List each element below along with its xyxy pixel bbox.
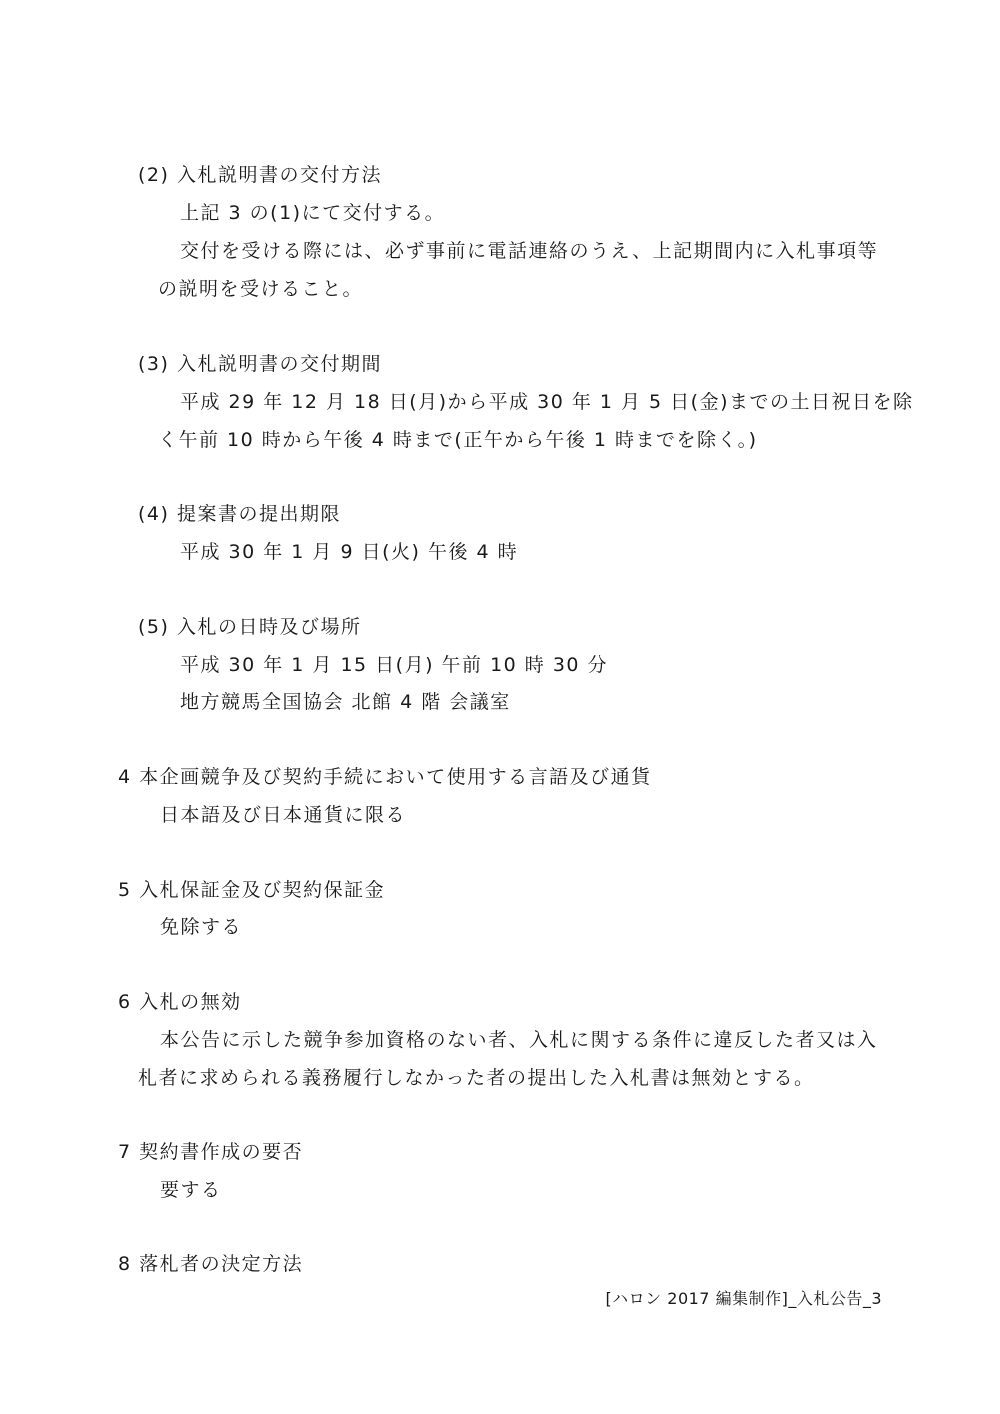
section-4-line-1: 日本語及び日本通貨に限る (160, 804, 407, 826)
section-7-heading: 7 契約書作成の要否 (118, 1141, 304, 1163)
section-3-2-line-1: 上記 3 の(1)にて交付する。 (180, 202, 446, 224)
section-7-line-1: 要する (160, 1179, 222, 1201)
section-6-heading: 6 入札の無効 (118, 991, 242, 1013)
section-6-line-2: 札者に求められる義務履行しなかった者の提出した入札書は無効とする。 (138, 1067, 815, 1089)
section-5-line-1: 免除する (160, 916, 243, 938)
section-3-4-heading: (4) 提案書の提出期限 (138, 503, 341, 525)
section-3-3-line-2: く午前 10 時から午後 4 時まで(正午から午後 1 時までを除く。) (158, 429, 758, 451)
section-3-2-line-2: 交付を受ける際には、必ず事前に電話連絡のうえ、上記期間内に入札事項等 (180, 240, 879, 262)
section-5-heading: 5 入札保証金及び契約保証金 (118, 879, 386, 901)
page-footer: [ハロン 2017 編集制作]_入札公告_3 (605, 1289, 882, 1308)
section-4-heading: 4 本企画競争及び契約手続において使用する言語及び通貨 (118, 766, 652, 788)
section-3-2-heading: (2) 入札説明書の交付方法 (138, 164, 382, 186)
section-8-heading: 8 落札者の決定方法 (118, 1253, 304, 1275)
section-3-2-line-3: の説明を受けること。 (158, 278, 364, 300)
section-3-5-heading: (5) 入札の日時及び場所 (138, 616, 362, 638)
section-3-5-line-2: 地方競馬全国協会 北館 4 階 会議室 (180, 691, 511, 713)
section-3-3-line-1: 平成 29 年 12 月 18 日(月)から平成 30 年 1 月 5 日(金)までの土日祝日を除 (180, 391, 914, 413)
section-3-4-line-1: 平成 30 年 1 月 9 日(火) 午後 4 時 (180, 541, 519, 563)
section-6-line-1: 本公告に示した競争参加資格のない者、入札に関する条件に違反した者又は入 (160, 1029, 878, 1051)
section-3-3-heading: (3) 入札説明書の交付期間 (138, 353, 382, 375)
section-3-5-line-1: 平成 30 年 1 月 15 日(月) 午前 10 時 30 分 (180, 654, 609, 676)
